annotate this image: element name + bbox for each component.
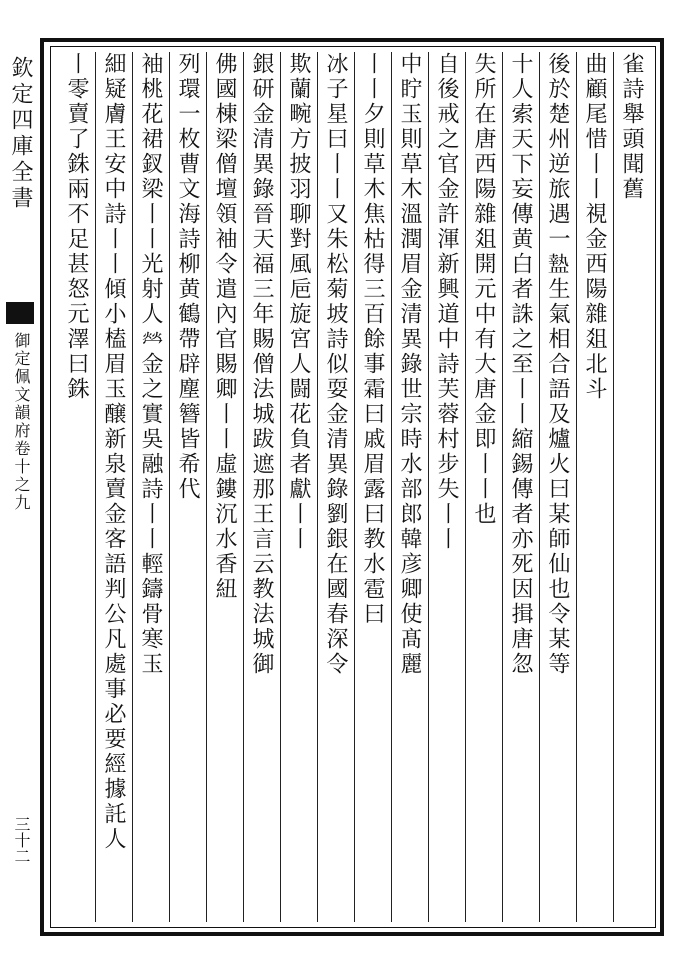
collection-title: 欽定四庫全書 xyxy=(8,56,33,212)
page-number: 三十二 xyxy=(12,816,31,864)
text-column: 丨丨夕則草木焦枯得三百餘事霜曰戚眉露曰教水雹曰 xyxy=(360,52,385,627)
fishtail-block xyxy=(6,302,34,324)
text-column: 列環一枚曹文海詩柳黄鶴帶辟塵簪皆希代 xyxy=(175,52,200,502)
text-column: 雀詩舉頭聞舊 xyxy=(619,52,644,202)
book-volume-title: 御定佩文韻府卷十之九 xyxy=(12,332,31,512)
text-column: 佛國棟梁僧壇領袖令遣內官賜卿丨丨虛鏤沉水香紐 xyxy=(212,52,237,602)
text-column: 袖桃花裙釵梁丨丨光射人𤇾金之實吳融詩丨丨輕鑄骨寒玉 xyxy=(138,52,163,677)
text-column: 失所在唐西陽雜爼開元中有大唐金即丨丨也 xyxy=(471,52,496,527)
text-column: 細疑膚王安中詩丨丨傾小榼眉玉醸新泉賣金客語判公凡處事必要經據託人 xyxy=(101,52,126,852)
text-columns xyxy=(58,52,650,922)
text-column: 後於楚州逆旅遇一𥂕生氣相合語及爐火曰某師仙也令某等 xyxy=(545,52,570,677)
text-column: 冰子星曰丨丨又朱松菊坡詩似耍金清異錄劉銀在國春深令 xyxy=(323,52,348,677)
text-column: 十人索天下妄傳黄白者誅之至丨丨縮錫傳者亦死因揖唐忽 xyxy=(508,52,533,677)
text-column: 銀研金清異錄晉天福三年賜僧法城跋遮那王言云教法城御 xyxy=(249,52,274,677)
text-column: 丨零賣了銖兩不足甚怒元澤曰銖 xyxy=(64,52,89,402)
text-column: 曲顧尾惜丨丨視金西陽雜爼北斗 xyxy=(582,52,607,402)
text-column: 中眝玉則草木溫潤眉金清異錄世宗時水部郎韓彦卿使髙麗 xyxy=(397,52,422,677)
gutter-margin xyxy=(2,46,38,926)
text-column: 欺蘭畹方披羽聊對風巵旋宮人闘花負者獻丨丨 xyxy=(286,52,311,552)
text-column: 自後戒之官金許渾新興道中詩芙蓉村步失丨丨 xyxy=(434,52,459,552)
